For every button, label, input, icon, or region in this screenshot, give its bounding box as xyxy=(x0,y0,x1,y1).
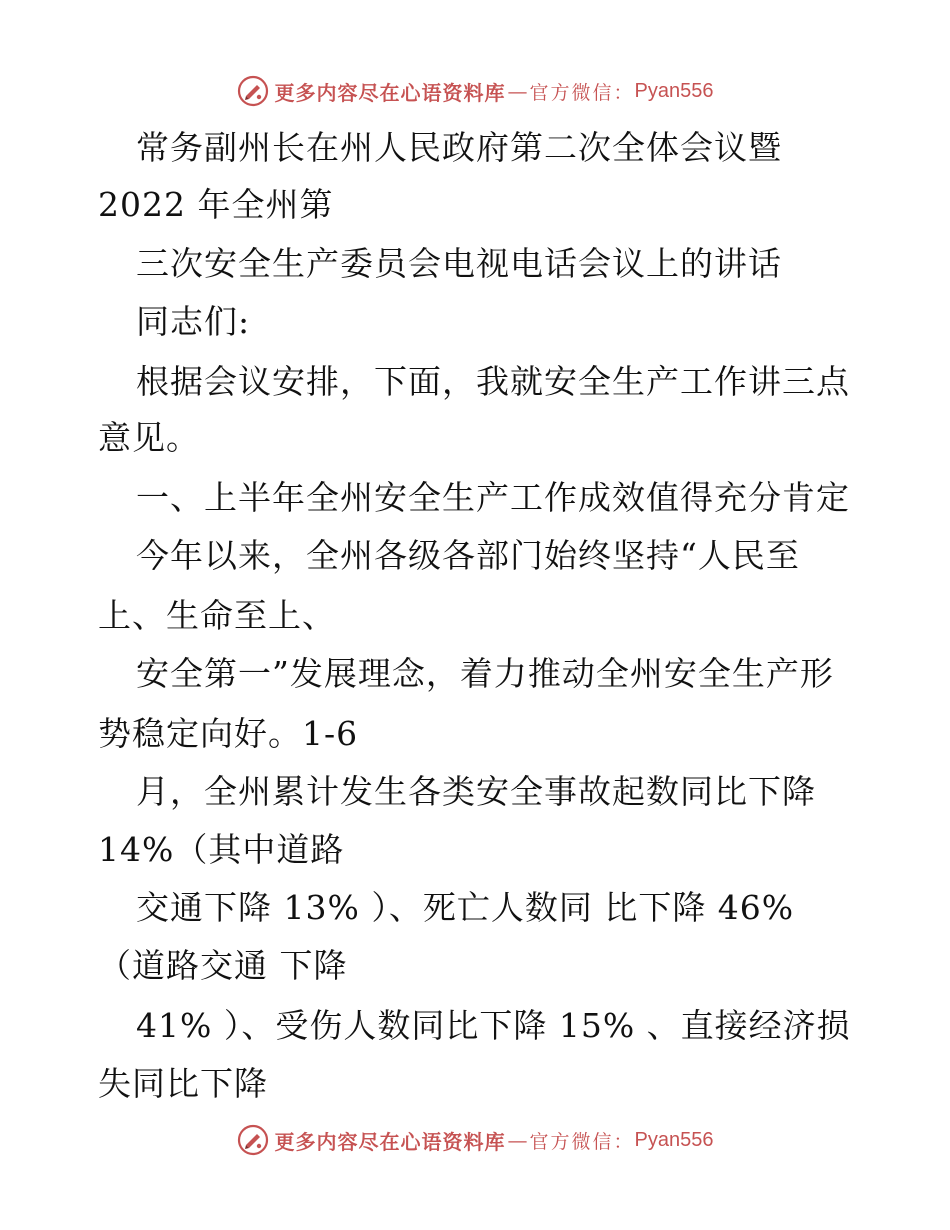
paragraph-1-line-10: 失同比下降 xyxy=(98,1064,268,1103)
section-1-heading: 一、上半年全州安全生产工作成效值得充分肯定 xyxy=(136,478,850,517)
footer-banner xyxy=(0,1120,950,1160)
brand-logo-icon xyxy=(237,1124,269,1156)
brand-logo-icon xyxy=(237,75,269,107)
paragraph-1-line-3: 安全第一”发展理念，着力推动全州安全生产形 xyxy=(136,654,834,693)
banner-wechat-label: 官方微信： xyxy=(529,1130,635,1153)
intro-line-2: 意见。 xyxy=(98,418,200,457)
banner-wechat-id: Pyan556 xyxy=(634,1128,714,1151)
banner-wechat-id: Pyan556 xyxy=(634,79,714,102)
banner-wechat-label: 官方微信： xyxy=(529,81,635,104)
paragraph-1-line-4: 势稳定向好。1-6 xyxy=(98,714,359,753)
paragraph-1-line-9: 41% ）、受伤人数同比下降 15% 、直接经济损 xyxy=(136,1006,851,1045)
title-line-3: 三次安全生产委员会电视电话会议上的讲话 xyxy=(136,244,782,283)
title-line-2: 2022 年全州第 xyxy=(98,185,334,224)
paragraph-1-line-2: 上、生命至上、 xyxy=(98,596,336,635)
intro-line-1: 根据会议安排，下面，我就安全生产工作讲三点 xyxy=(136,362,850,401)
banner-dash: — xyxy=(507,1128,528,1152)
paragraph-1-line-7: 交通下降 13% ）、死亡人数同 比下降 46% xyxy=(136,888,795,927)
banner-dash: — xyxy=(507,79,528,103)
header-banner xyxy=(0,71,950,111)
salutation: 同志们: xyxy=(136,302,251,341)
paragraph-1-line-1: 今年以来，全州各级各部门始终坚持“人民至 xyxy=(136,536,800,575)
title-line-1: 常务副州长在州人民政府第二次全体会议暨 xyxy=(136,128,782,167)
banner-brand-text: 更多内容尽在心语资料库 xyxy=(274,1129,506,1154)
paragraph-1-line-6: 14%（其中道路 xyxy=(98,830,345,869)
banner-brand-text: 更多内容尽在心语资料库 xyxy=(274,80,506,105)
paragraph-1-line-8: （道路交通 下降 xyxy=(98,946,348,985)
paragraph-1-line-5: 月，全州累计发生各类安全事故起数同比下降 xyxy=(136,772,816,811)
